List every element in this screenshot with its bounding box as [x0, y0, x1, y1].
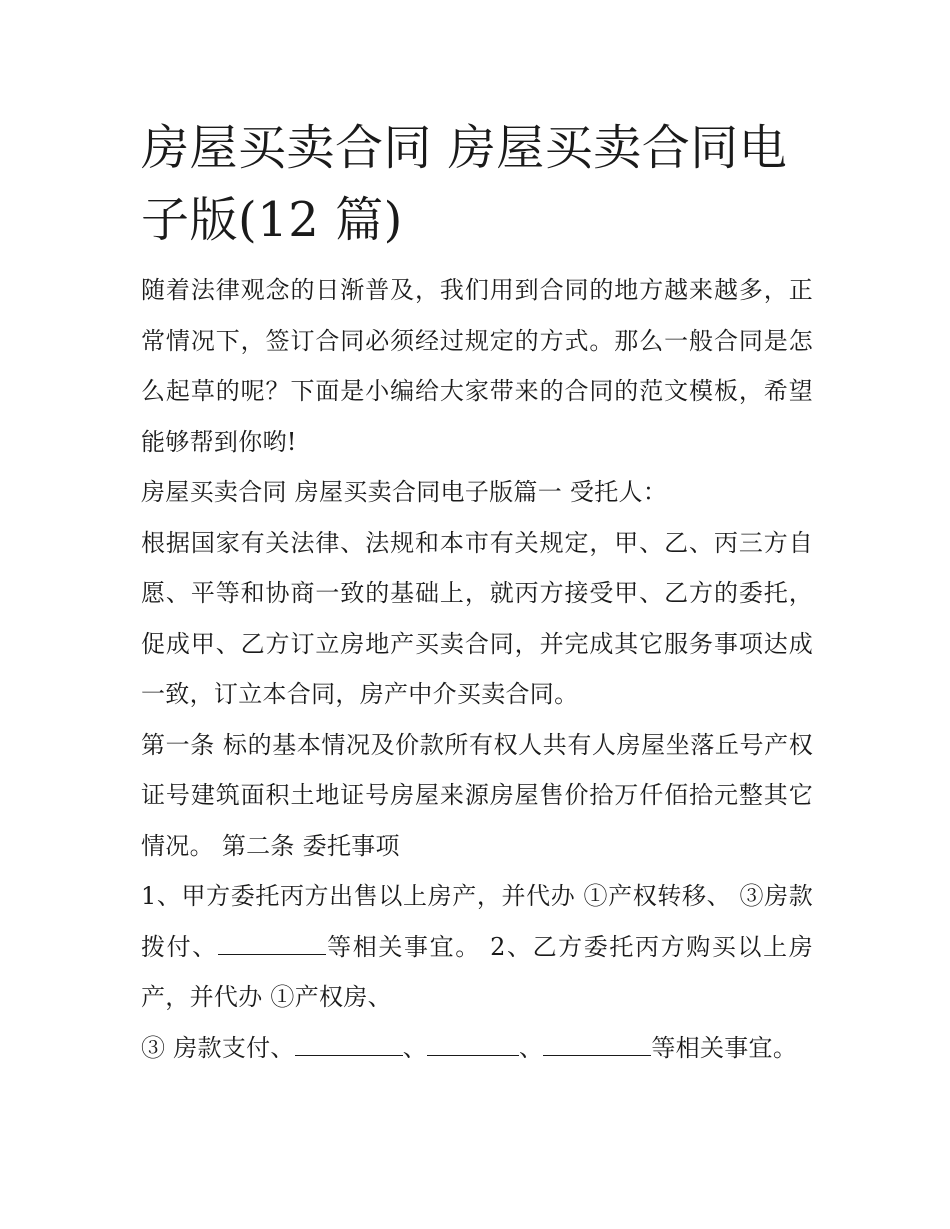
- section-heading: 房屋买卖合同 房屋买卖合同电子版篇一 受托人：: [141, 478, 668, 506]
- intro-paragraph: 随着法律观念的日渐普及，我们用到合同的地方越来越多，正常情况下，签订合同必须经过规定的方式。那么一般合同是怎么起草的呢？下面是小编给大家带来的合同的范文模板，希望能够帮到你哟!: [141, 276, 813, 456]
- article-1-paragraph: 第一条 标的基本情况及价款所有权人共有人房屋坐落丘号产权证号建筑面积土地证号房屋来源房屋售价拾万仟佰拾元整其它情况。 第二条 委托事项: [141, 730, 813, 860]
- payment-item-end: 等相关事宜。: [651, 1033, 798, 1062]
- document-title: 房屋买卖合同 房屋买卖合同电子版(12 篇): [141, 120, 788, 248]
- document-body: [141, 112, 813, 1073]
- separator: 、: [402, 1033, 428, 1062]
- payment-item-text: ③ 房款支付、: [141, 1033, 295, 1062]
- separator: 、: [519, 1033, 544, 1062]
- fill-blank: [543, 1033, 651, 1056]
- payment-items-paragraph: [141, 1023, 813, 1074]
- entrust-items-paragraph: [141, 871, 813, 1023]
- entrust-item-2-text: 等相关事宜。 2、乙方委托丙方购买以上房产，并代办 ①产权房、: [141, 932, 813, 1011]
- basis-paragraph: 根据国家有关法律、法规和本市有关规定，甲、乙、丙三方自愿、平等和协商一致的基础上，就丙方接受甲、乙方的委托，促成甲、乙方订立房地产买卖合同，并完成其它服务事项达成一致，订立本合同，房产中介买卖合同。: [141, 528, 813, 708]
- fill-blank: [427, 1033, 519, 1056]
- fill-blank: [218, 932, 326, 955]
- fill-blank: [295, 1033, 403, 1056]
- entrust-item-1-text: 1、甲方委托丙方出售以上房产，并代办 ①产权转移、 ③房款拨付、: [141, 882, 813, 961]
